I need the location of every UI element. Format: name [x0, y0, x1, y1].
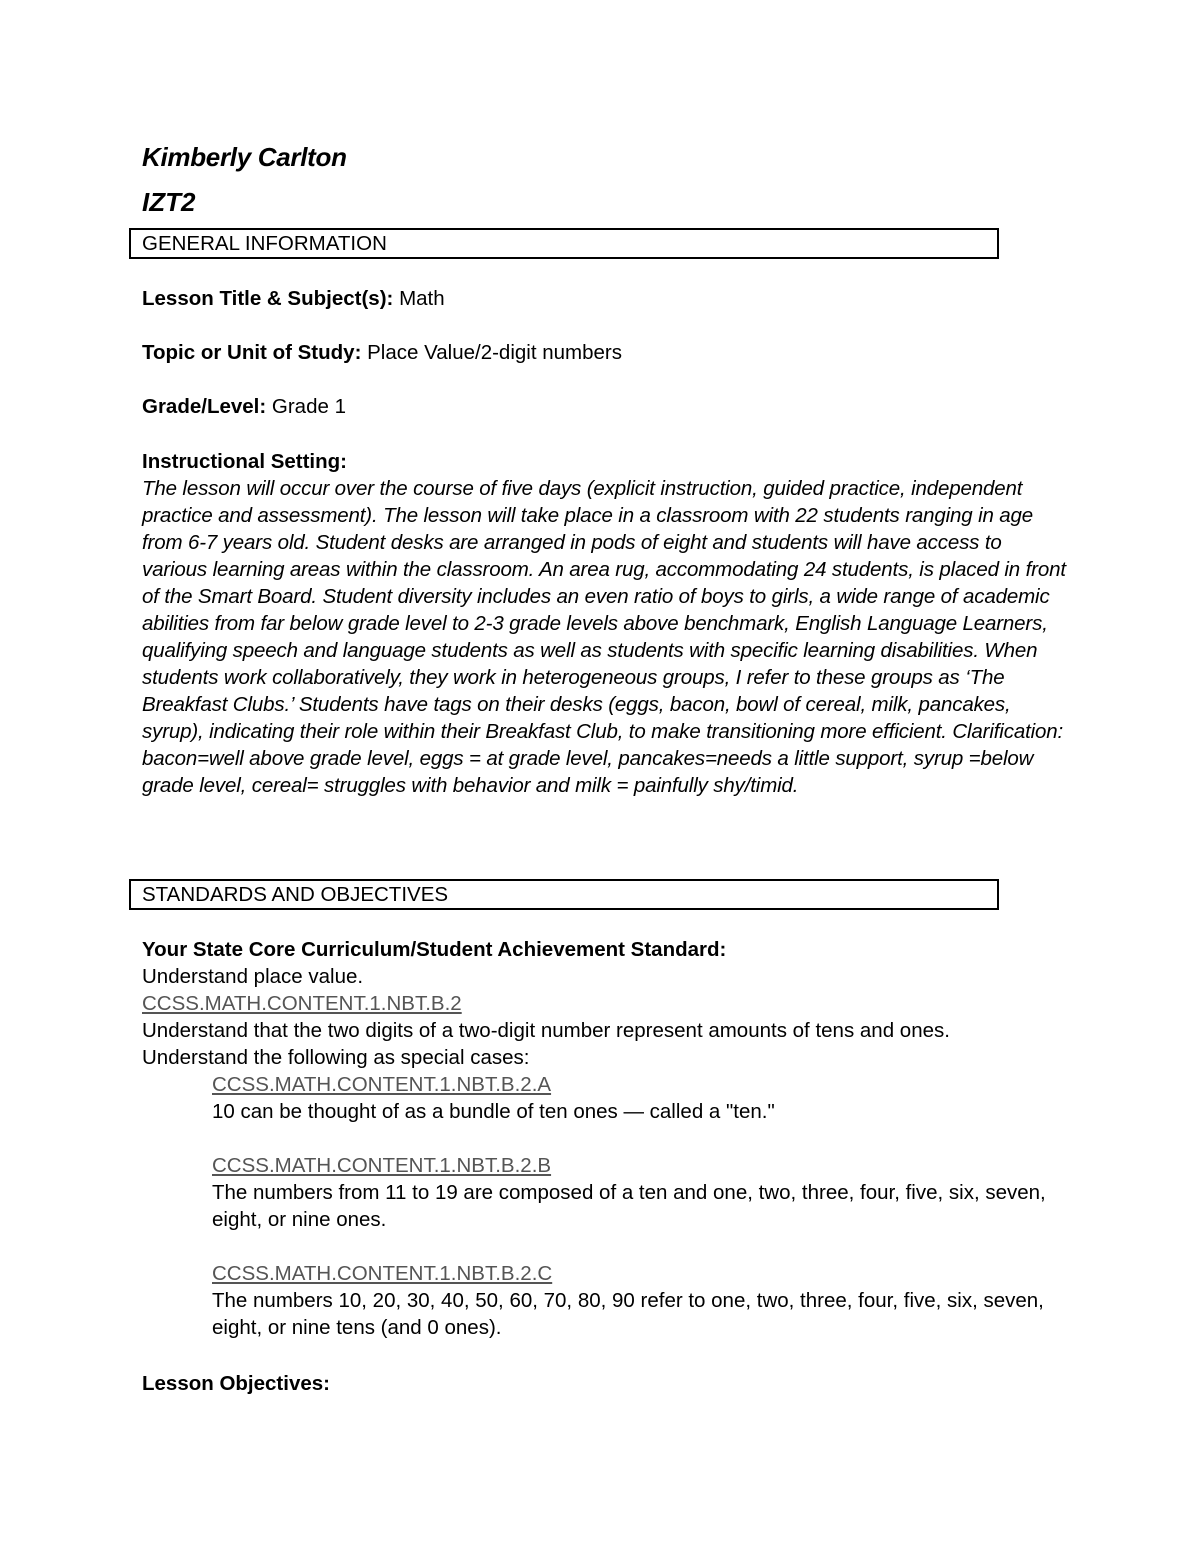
standard-main-code-line	[142, 990, 462, 1017]
standards-objectives-header	[129, 879, 999, 910]
field-value: Math	[399, 287, 445, 310]
sub-standard-a-code-line	[212, 1071, 551, 1098]
sub-standard-b-description: The numbers from 11 to 19 are composed of a ten and one, two, three, four, five, six, seven, eight, or nine ones.	[212, 1181, 1046, 1231]
field-label: Topic or Unit of Study:	[142, 341, 362, 364]
sub-standard-c-description: The numbers 10, 20, 30, 40, 50, 60, 70, 80, 90 refer to one, two, three, four, five, six, seven, eight, or nine tens (and 0 ones).	[212, 1289, 1044, 1339]
instructional-setting-text: The lesson will occur over the course of five days (explicit instruction, guided practice, independent practice and assessment). The lesson will take place in a classroom with 22 students ranging in age from 6-7 years old. Student desks are arranged in pods of eight and students will have access to various learning areas within the classroom. An area rug, accommodating 24 students, is placed in front of the Smart Board. Student diversity includes an even ratio of boys to girls, a wide range of academic abilities from far below grade level to 2-3 grade levels above benchmark, English Language Learners, qualifying speech and language students as well as students with specific learning disabilities. When students work collaboratively, they work in heterogeneous groups, I refer to these groups as ‘The Breakfast Clubs.’ Students have tags on their desks (eggs, bacon, bowl of cereal, milk, pancakes, syrup), indicating their role within their Breakfast Club, to make transitioning more efficient. Clarification: bacon=well above grade level, eggs = at grade level, pancakes=needs a little support, syrup =below grade level, cereal= struggles with behavior and milk = painfully shy/timid.	[142, 477, 1066, 797]
author-name: Kimberly Carlton	[142, 142, 347, 172]
section-title: STANDARDS AND OBJECTIVES	[142, 883, 449, 906]
standard-main-description: Understand that the two digits of a two-digit number represent amounts of tens and ones. Understand the following as special cases:	[142, 1019, 950, 1069]
course-code: IZT2	[142, 187, 196, 217]
standard-intro: Understand place value.	[142, 965, 364, 988]
topic-field	[142, 339, 622, 366]
standard-code-link[interactable]: CCSS.MATH.CONTENT.1.NBT.B.2.B	[212, 1154, 552, 1177]
instructional-setting-label: Instructional Setting:	[142, 450, 347, 473]
sub-standard-a-description: 10 can be thought of as a bundle of ten ones — called a "ten."	[212, 1100, 775, 1123]
standard-heading: Your State Core Curriculum/Student Achievement Standard:	[142, 938, 727, 961]
lesson-title-field	[142, 285, 445, 312]
field-label: Lesson Title & Subject(s):	[142, 287, 394, 310]
general-information-header	[129, 228, 999, 259]
sub-standard-b-code-line	[212, 1152, 551, 1179]
standard-code-link[interactable]: CCSS.MATH.CONTENT.1.NBT.B.2.A	[212, 1073, 552, 1096]
field-label: Grade/Level:	[142, 395, 267, 418]
field-value: Grade 1	[271, 395, 346, 418]
standard-code-link[interactable]: CCSS.MATH.CONTENT.1.NBT.B.2.C	[212, 1262, 553, 1285]
lesson-objectives-label: Lesson Objectives:	[142, 1372, 330, 1395]
section-title: GENERAL INFORMATION	[142, 232, 387, 255]
grade-field	[142, 393, 346, 420]
field-value: Place Value/2-digit numbers	[367, 341, 622, 364]
standard-code-link[interactable]: CCSS.MATH.CONTENT.1.NBT.B.2	[142, 992, 462, 1015]
sub-standard-c-code-line	[212, 1260, 552, 1287]
